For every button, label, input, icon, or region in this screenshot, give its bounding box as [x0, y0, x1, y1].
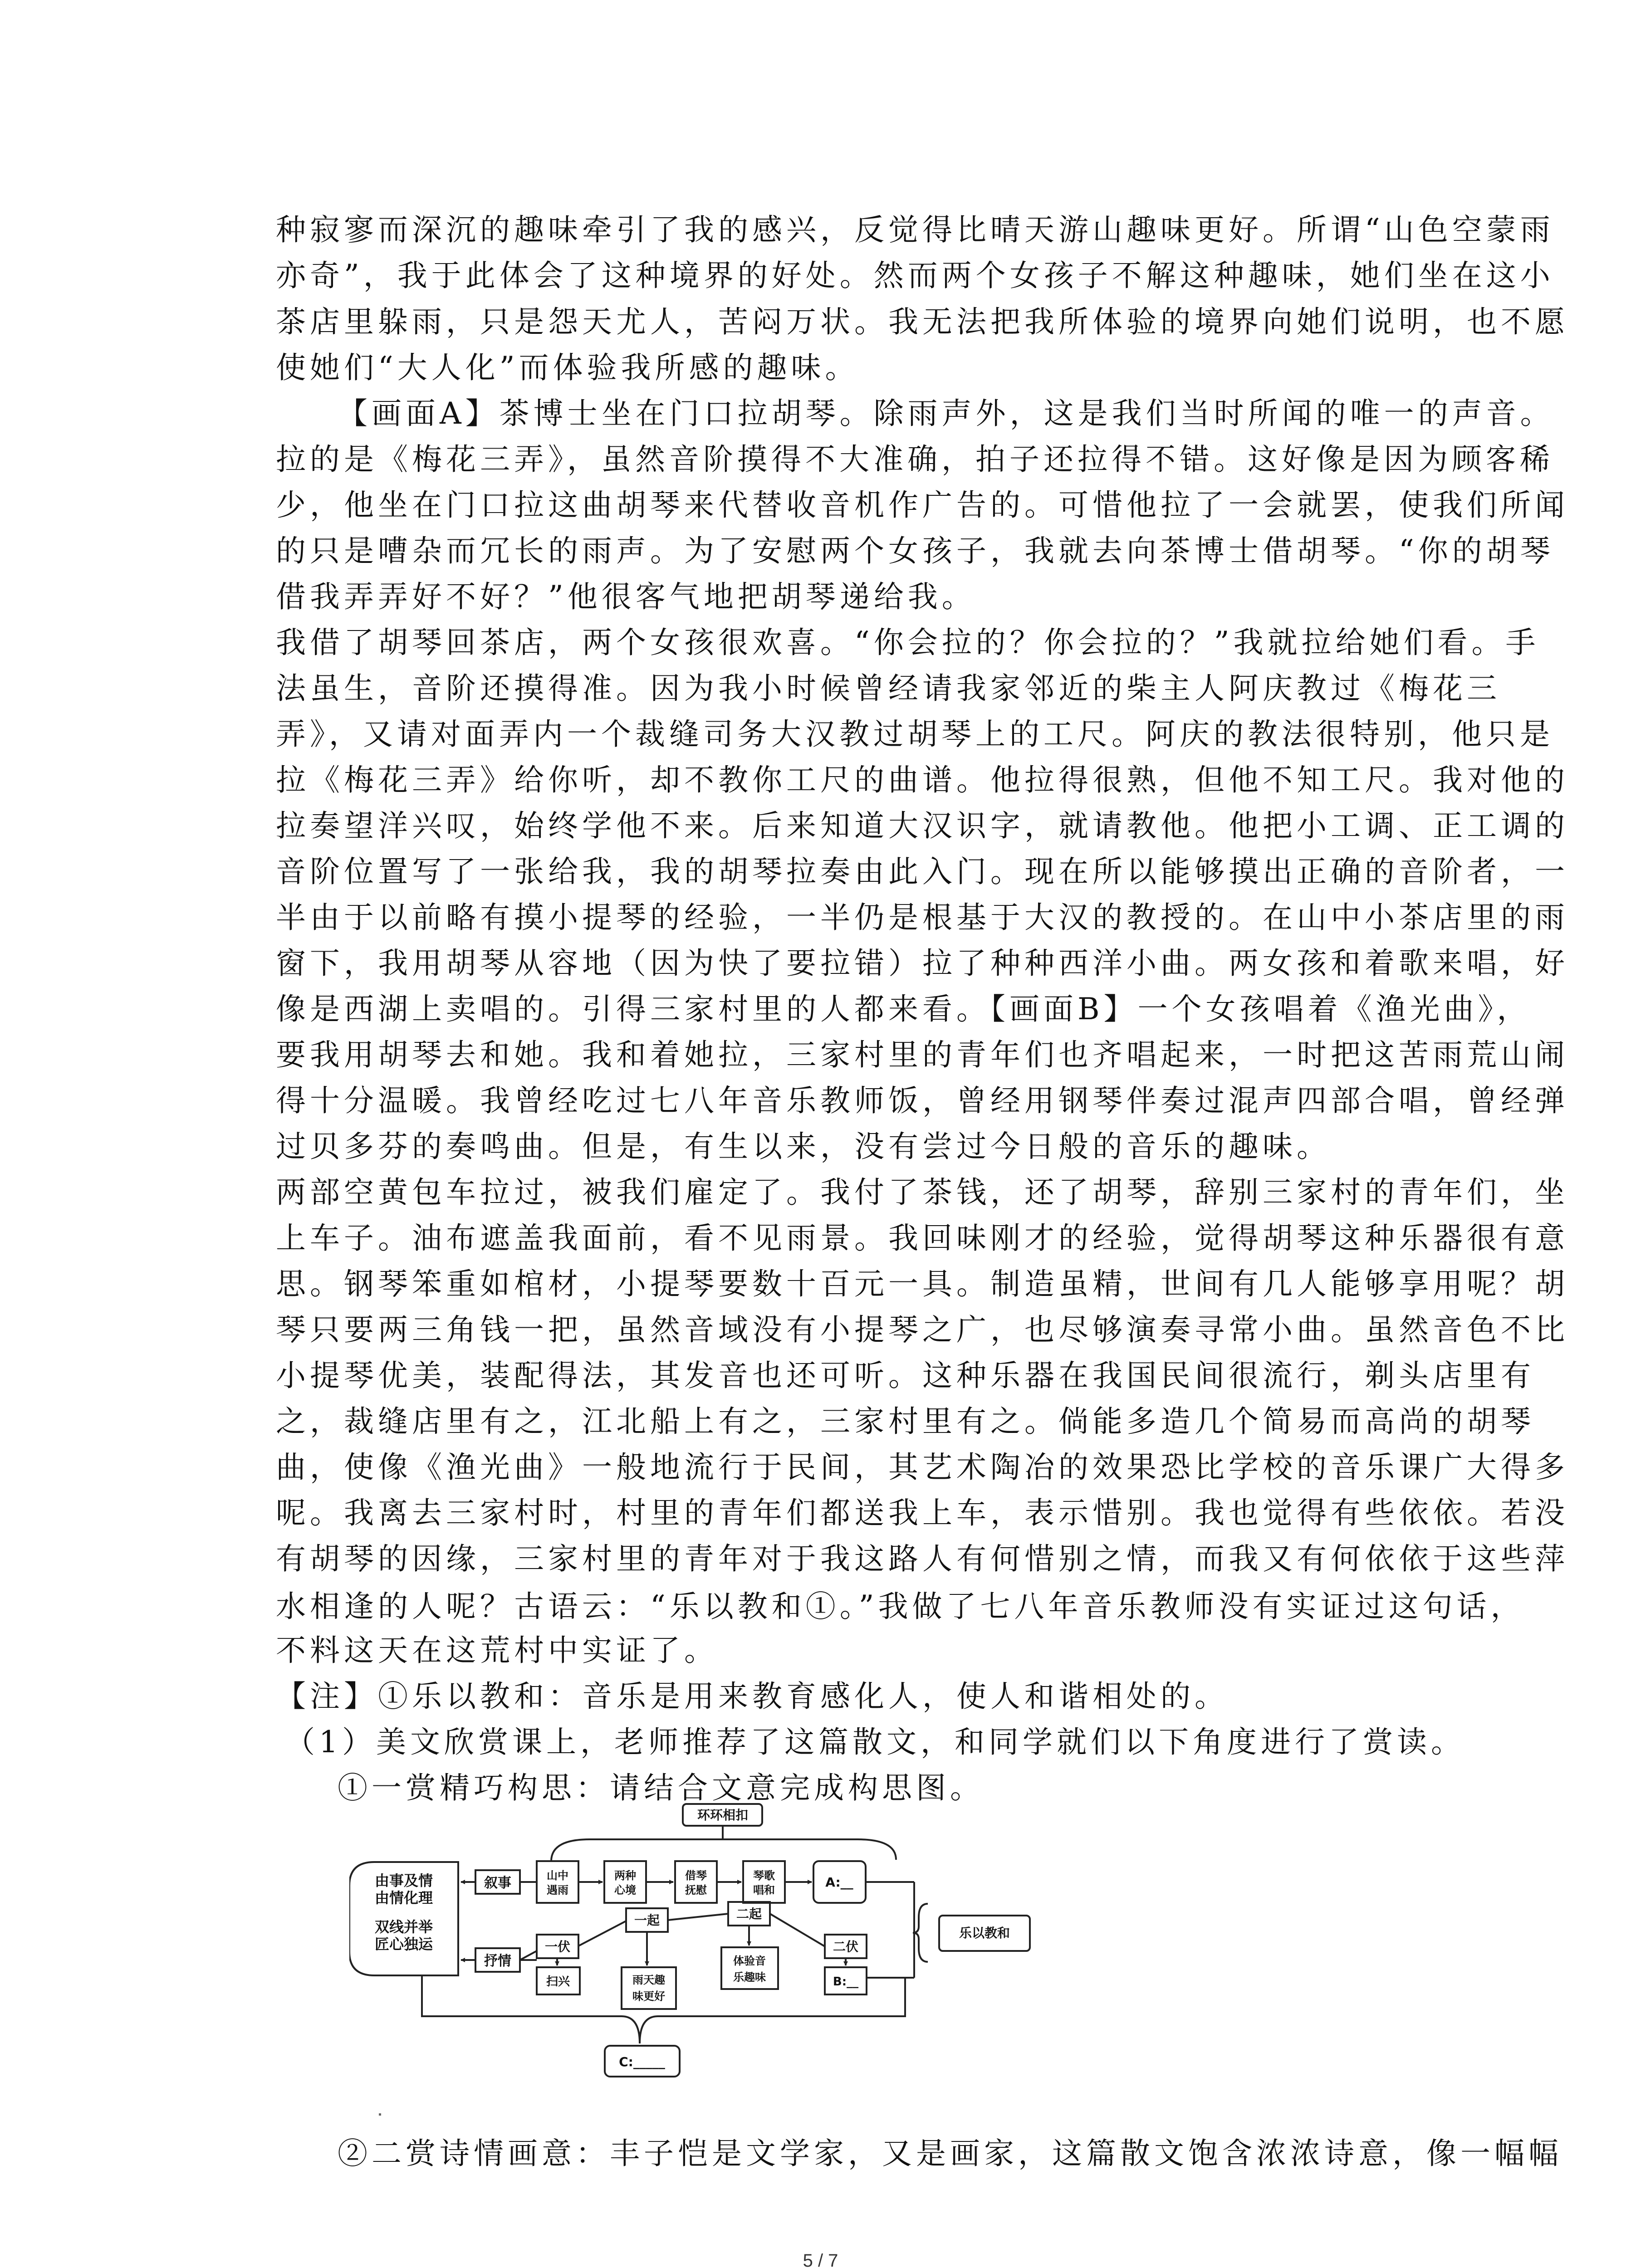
diagram-chain-text: 乐趣味: [733, 1971, 766, 1984]
text-line: 音阶位置写了一张给我，我的胡琴拉奏由此入门。现在所以能够摸出正确的音阶者，一: [276, 854, 1569, 889]
text-line: 的只是嘈杂而冗长的雨声。为了安慰两个女孩子，我就去向茶博士借胡琴。“你的胡琴: [276, 533, 1554, 568]
diagram-chain-text: 体验音: [733, 1955, 766, 1967]
text-line: 思。钢琴笨重如棺材，小提琴要数十百元一具。制造虽精，世间有几人能够享用呢？胡: [276, 1266, 1569, 1301]
text-line: 上车子。油布遮盖我面前，看不见雨景。我回味刚才的经验，觉得胡琴这种乐器很有意: [276, 1221, 1569, 1256]
text-line: 半由于以前略有摸小提琴的经验，一半仍是根基于大汉的教授的。在山中小茶店里的雨: [276, 900, 1569, 935]
diagram-chain-text: 琴歌: [753, 1869, 775, 1882]
question-1-part-2: ②二赏诗情画意：丰子恺是文学家，又是画家，这篇散文饱含浓浓诗意，像一幅幅: [338, 2136, 1563, 2171]
text-line: 种寂寥而深沉的趣味牵引了我的感兴，反觉得比晴天游山趣味更好。所谓“山色空蒙雨: [276, 212, 1554, 247]
diagram-chain-text: 雨天趣: [632, 1974, 665, 1986]
text-line: 亦奇”，我于此体会了这种境界的好处。然而两个女孩子不解这种趣味，她们坐在这小: [276, 258, 1554, 293]
text-line: 呢。我离去三家村时，村里的青年们都送我上车，表示惜别。我也觉得有些依依。若没: [276, 1496, 1569, 1530]
diagram-answer-c: C:_____: [619, 2054, 665, 2069]
diagram-chain-text: 遇雨: [547, 1884, 568, 1897]
text-line: 我借了胡琴回茶店，两个女孩很欢喜。“你会拉的？你会拉的？”我就拉给她们看。手: [276, 625, 1540, 660]
diagram-chain-text: 扫兴: [546, 1975, 570, 1989]
diagram-stage-label: 一伏: [544, 1939, 571, 1954]
text-line: 法虽生，音阶还摸得准。因为我小时候曾经请我家邻近的柴主人阿庆教过《梅花三: [276, 671, 1501, 706]
text-line: 茶店里躲雨，只是怨天尤人，苦闷万状。我无法把我所体验的境界向她们说明，也不愿: [276, 304, 1569, 339]
text-line: 少，他坐在门口拉这曲胡琴来代替收音机作广告的。可惜他拉了一会就罢，使我们所闻: [276, 488, 1569, 523]
diagram-chain-text: 山中: [547, 1869, 568, 1882]
diagram-chain-text: 唱和: [753, 1884, 775, 1897]
diagram-chain-text: 借琴: [685, 1869, 707, 1882]
text-line: 像是西湖上卖唱的。引得三家村里的人都来看。【画面B】一个女孩唱着《渔光曲》，: [276, 992, 1531, 1026]
structure-diagram-svg: [349, 1799, 1096, 2096]
text-line: 【画面A】茶博士坐在门口拉胡琴。除雨声外，这是我们当时所闻的唯一的声音。: [338, 396, 1554, 431]
text-line: 借我弄弄好不好？”他很客气地把胡琴递给我。: [276, 579, 976, 614]
text-line: 有胡琴的因缘，三家村里的青年对于我这路人有何惜别之情，而我又有何依依于这些萍: [276, 1541, 1569, 1576]
text-line: 拉的是《梅花三弄》，虽然音阶摸得不大准确，拍子还拉得不错。这好像是因为顾客稀: [276, 442, 1554, 477]
structure-diagram: [349, 1799, 1096, 2096]
text-line: 使她们“大人化”而体验我所感的趣味。: [276, 350, 859, 385]
page-number: 5 / 7: [803, 2251, 838, 2268]
diagram-result-label: 乐以教和: [959, 1926, 1010, 1941]
diagram-narrative-label: 叙事: [484, 1875, 511, 1891]
text-line: 得十分温暖。我曾经吃过七八年音乐教师饭，曾经用钢琴伴奏过混声四部合唱，曾经弹: [276, 1083, 1569, 1118]
diagram-top-label: 环环相扣: [697, 1808, 749, 1823]
diagram-chain-text: 抚慰: [685, 1884, 707, 1897]
text-line: 拉《梅花三弄》给你听，却不教你工尺的曲谱。他拉得很熟，但他不知工尺。我对他的: [276, 763, 1569, 797]
diagram-lyrical-label: 抒情: [484, 1953, 511, 1969]
diagram-left-text: 匠心独运: [374, 1936, 433, 1953]
diagram-chain-text: 味更好: [632, 1990, 665, 2003]
text-line: 弄》，又请对面弄内一个裁缝司务大汉教过胡琴上的工尺。阿庆的教法很特别，他只是: [276, 717, 1554, 752]
text-line: 不料这天在这荒村中实证了。: [276, 1633, 718, 1668]
diagram-answer-b: B:__: [833, 1975, 859, 1989]
text-line: 曲，使像《渔光曲》一般地流行于民间，其艺术陶冶的效果恐比学校的音乐课广大得多: [276, 1450, 1569, 1485]
diagram-chain-text: 两种: [614, 1869, 636, 1882]
diagram-left-text: 由事及情: [374, 1872, 433, 1889]
diagram-chain-text: 心境: [614, 1884, 636, 1897]
text-line: 窗下，我用胡琴从容地（因为快了要拉错）拉了种种西洋小曲。两女孩和着歌来唱，好: [276, 946, 1569, 981]
diagram-stage-label: 二伏: [833, 1939, 859, 1954]
stray-mark: [379, 2113, 381, 2116]
diagram-chain-box: [604, 1861, 646, 1903]
text-line: 小提琴优美，装配得法，其发音也还可听。这种乐器在我国民间很流行，剃头店里有: [276, 1358, 1535, 1393]
text-line: 琴只要两三角钱一把，虽然音域没有小提琴之广，也尽够演奏寻常小曲。虽然音色不比: [276, 1312, 1569, 1347]
diagram-chain-box: [537, 1861, 578, 1903]
diagram-stage-label: 二起: [736, 1906, 762, 1921]
diagram-left-text: 由情化理: [374, 1889, 433, 1906]
diagram-top-arch: [551, 1839, 896, 1861]
text-line: 两部空黄包车拉过，被我们雇定了。我付了茶钱，还了胡琴，辞别三家村的青年们，坐: [276, 1175, 1569, 1210]
text-line: 过贝多芬的奏鸣曲。但是，有生以来，没有尝过今日般的音乐的趣味。: [276, 1129, 1331, 1164]
question-1-part-1: ①一赏精巧构思：请结合文意完成构思图。: [338, 1770, 984, 1805]
diagram-left-text: 双线并举: [374, 1918, 433, 1936]
diagram-answer-a: A:__: [825, 1875, 853, 1890]
text-line: 水相逢的人呢？古语云：“乐以教和①。”我做了七八年音乐教师没有实证过这句话，: [276, 1589, 1525, 1624]
diagram-chain-box: [675, 1861, 717, 1903]
diagram-chain-box: [743, 1861, 785, 1903]
annotation-note: 【注】①乐以教和：音乐是用来教育感化人，使人和谐相处的。: [276, 1679, 1229, 1714]
question-1: （1）美文欣赏课上，老师推荐了这篇散文，和同学就们以下角度进行了赏读。: [285, 1725, 1465, 1760]
text-line: 拉奏望洋兴叹，始终学他不来。后来知道大汉识字，就请教他。他把小工调、正工调的: [276, 808, 1569, 843]
diagram-stage-label: 一起: [634, 1913, 660, 1928]
text-line: 要我用胡琴去和她。我和着她拉，三家村里的青年们也齐唱起来，一时把这苦雨荒山闹: [276, 1037, 1569, 1072]
text-line: 之，裁缝店里有之，江北船上有之，三家村里有之。倘能多造几个简易而高尚的胡琴: [276, 1404, 1535, 1439]
